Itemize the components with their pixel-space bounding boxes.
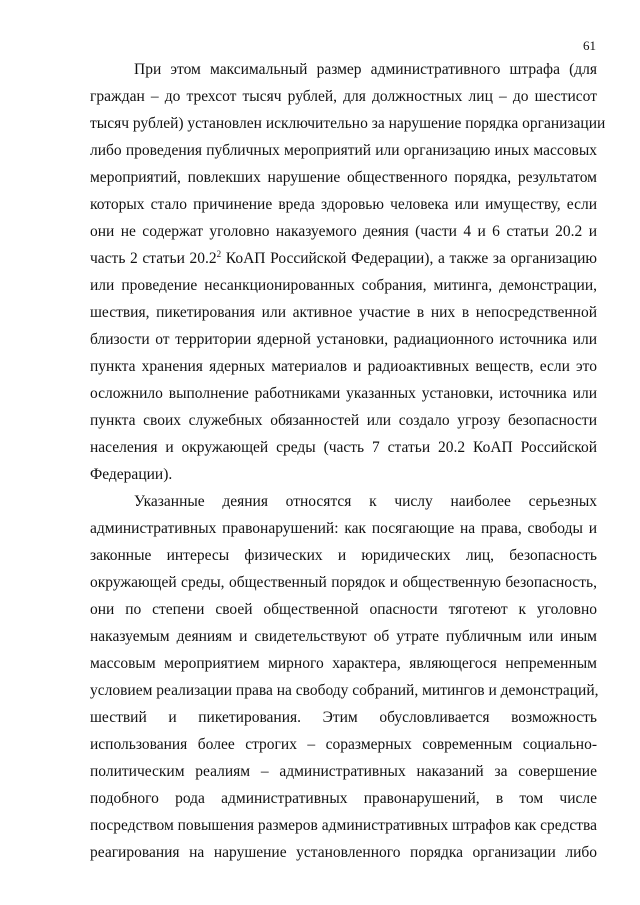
text-line: мероприятий, повлекших нарушение общественного порядка, результатом xyxy=(90,169,597,186)
text-line: пункта хранения ядерных материалов и радиоактивных веществ, если это xyxy=(90,358,597,375)
text-line: или проведение несанкционированных собрания, митинга, демонстрации, xyxy=(90,277,597,294)
text-line: они по степени своей общественной опасности тяготеют к уголовно xyxy=(90,601,597,618)
text-line: политическим реалиям – административных наказаний за совершение xyxy=(90,763,597,780)
paragraph-1 xyxy=(90,56,606,488)
text-line: Федерации). xyxy=(90,466,173,483)
text-line: шествий и пикетирования. Этим обусловливается возможность xyxy=(90,709,597,726)
text-line: административных правонарушений: как посягающие на права, свободы и xyxy=(90,520,597,537)
page-number: 61 xyxy=(583,38,596,53)
text-line: условием реализации права на свободу собраний, митингов и демонстраций, xyxy=(90,682,599,699)
text-line: тысяч рублей) установлен исключительно за нарушение порядка организации xyxy=(90,115,606,132)
text-line: пункта своих служебных обязанностей или создало угрозу безопасности xyxy=(90,412,597,429)
text-line: законные интересы физических и юридических лиц, безопасность xyxy=(90,547,597,564)
text-line: либо проведения публичных мероприятий или организацию иных массовых xyxy=(90,142,597,159)
text-line: При этом максимальный размер административного штрафа (для xyxy=(134,61,597,78)
text-line: посредством повышения размеров административных штрафов как средства xyxy=(90,817,597,834)
text-line: Указанные деяния относятся к числу наиболее серьезных xyxy=(134,493,597,510)
superscript: 2 xyxy=(216,248,222,259)
text-line: окружающей среды, общественный порядок и общественную безопасность, xyxy=(90,574,597,591)
text-line: близости от территории ядерной установки, радиационного источника или xyxy=(90,331,597,348)
text-line: шествия, пикетирования или активное участие в них в непосредственной xyxy=(90,304,597,321)
text-line: осложнило выполнение работниками указанных установки, источника или xyxy=(90,385,597,402)
text-line: граждан – до трехсот тысяч рублей, для должностных лиц – до шестисот xyxy=(90,88,597,105)
text-line-with-superscript xyxy=(90,245,597,272)
text-line: которых стало причинение вреда здоровью человека или имуществу, если xyxy=(90,196,597,213)
text-line: подобного рода административных правонарушений, в том числе xyxy=(90,790,597,807)
text-line: они не содержат уголовно наказуемого деяния (части 4 и 6 статьи 20.2 и xyxy=(90,223,597,240)
text-line: реагирования на нарушение установленного порядка организации либо xyxy=(90,844,597,861)
text-line: населения и окружающей среды (часть 7 статьи 20.2 КоАП Российской xyxy=(90,439,597,456)
paragraph-2 xyxy=(90,488,597,866)
body-text xyxy=(90,56,606,866)
text-line: массовым мероприятием мирного характера, являющегося непременным xyxy=(90,655,597,672)
text-line: наказуемым деяниям и свидетельствуют об утрате публичным или иным xyxy=(90,628,597,645)
text-segment: КоАП Российской Федерации), а также за организацию xyxy=(221,250,598,267)
text-line: использования более строгих – соразмерных современным социально- xyxy=(90,736,597,753)
text-segment: часть 2 статьи 20.2 xyxy=(90,250,217,267)
